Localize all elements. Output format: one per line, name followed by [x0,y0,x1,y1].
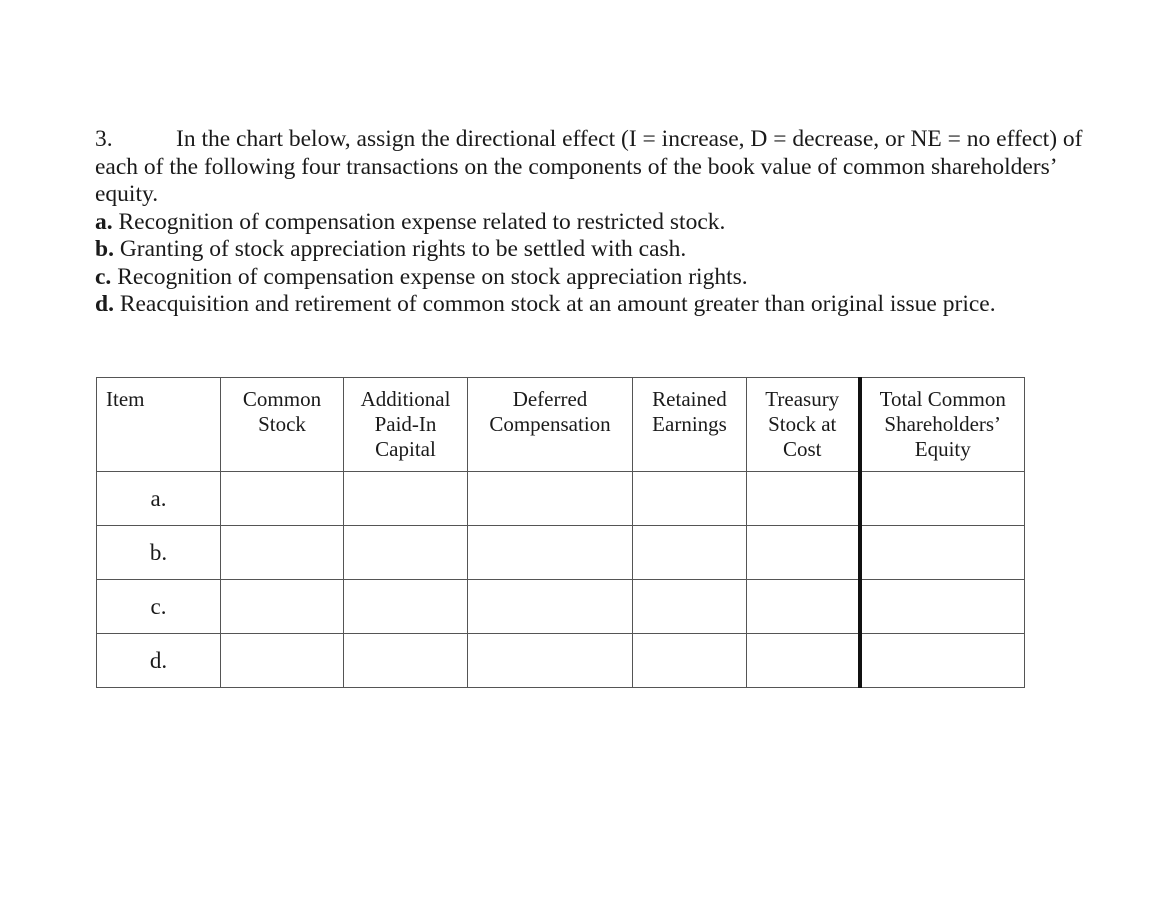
row-label-d: d. [97,634,221,688]
answer-cell[interactable] [633,580,747,634]
answer-cell[interactable] [860,472,1025,526]
header-line: Equity [914,437,971,461]
answer-cell[interactable] [468,634,633,688]
transaction-letter: a. [95,208,113,235]
header-line: Earnings [652,412,727,436]
table-row [97,472,1025,526]
question-text-line-1: In the chart below, assign the directional effect (I = increase, D = decrease, or NE = no effect) of [176,126,1083,152]
header-deferred-compensation [468,378,633,472]
answer-cell[interactable] [221,472,344,526]
table-row [97,580,1025,634]
answer-cell[interactable] [633,472,747,526]
header-line: Common [242,387,322,411]
question-text-line-3: equity. [95,181,159,207]
transaction-text: Recognition of compensation expense on stock appreciation rights. [111,263,748,290]
answer-cell[interactable] [747,526,860,580]
header-line: Cost [782,437,822,461]
answer-cell[interactable] [468,472,633,526]
header-line: Item [106,387,145,411]
transaction-text: Reacquisition and retirement of common stock at an amount greater than original issue price. [113,291,996,317]
transaction-text: Recognition of compensation expense related to restricted stock. [112,208,726,235]
question-text-line-2: each of the following four transactions on the components of the book value of common shareholders’ [95,153,1058,180]
answer-cell[interactable] [344,634,468,688]
question-line-1 [95,126,1165,154]
answer-cell[interactable] [860,526,1025,580]
header-line: Stock at [768,412,837,436]
transaction-letter: c. [95,263,112,290]
row-label-c: c. [97,580,221,634]
transaction-text: Granting of stock appreciation rights to be settled with cash. [113,236,687,262]
header-line: Capital [375,437,436,461]
table-header-row [97,378,1025,472]
answer-cell[interactable] [221,634,344,688]
transaction-item-a [95,209,1165,237]
answer-cell[interactable] [221,580,344,634]
header-line: Shareholders’ [884,412,1002,436]
question-block [95,126,1165,319]
header-common-stock [221,378,344,472]
row-label-a: a. [97,472,221,526]
answer-cell[interactable] [747,634,860,688]
header-line: Stock [258,412,306,436]
header-total-common-shareholders-equity [860,378,1025,472]
header-line: Paid-In [374,412,437,436]
answer-cell[interactable] [468,526,633,580]
table-row [97,634,1025,688]
header-line: Compensation [489,412,611,436]
answer-cell[interactable] [747,580,860,634]
answer-cell[interactable] [747,472,860,526]
table-row [97,526,1025,580]
answer-cell[interactable] [344,472,468,526]
transaction-letter: b. [95,236,114,262]
transaction-item-d [95,291,1165,319]
header-line: Retained [652,387,727,411]
answer-cell[interactable] [344,580,468,634]
transaction-item-b [95,236,1165,264]
answer-cell[interactable] [633,526,747,580]
answer-cell[interactable] [468,580,633,634]
header-item [97,378,221,472]
transaction-item-c [95,264,1165,292]
effects-chart-table [96,377,1025,688]
answer-cell[interactable] [860,580,1025,634]
answer-cell[interactable] [344,526,468,580]
transaction-letter: d. [95,291,114,317]
answer-cell[interactable] [633,634,747,688]
answer-cell[interactable] [860,634,1025,688]
header-line: Deferred [512,387,588,411]
header-retained-earnings [633,378,747,472]
header-treasury-stock [747,378,860,472]
answer-cell[interactable] [221,526,344,580]
row-label-b: b. [97,526,221,580]
header-line: Total Common [879,387,1006,411]
header-line: Additional [360,387,451,411]
header-additional-paid-in-capital [344,378,468,472]
header-line: Treasury [765,387,840,411]
question-number: 3. [95,126,113,152]
